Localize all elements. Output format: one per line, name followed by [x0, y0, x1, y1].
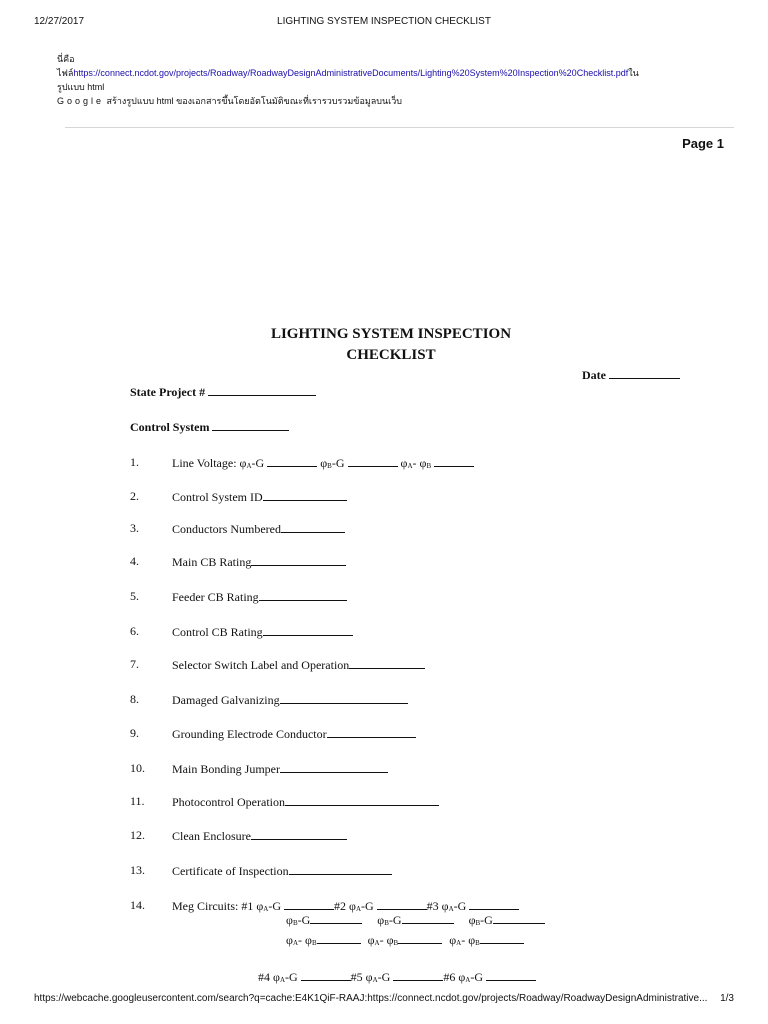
item-label: Photocontrol Operation	[172, 795, 285, 809]
item-label: Main CB Rating	[172, 555, 252, 569]
item-label: Certificate of Inspection	[172, 864, 289, 878]
item-number: 6.	[130, 624, 139, 638]
header-divider	[65, 127, 734, 128]
phase-a-ground-label: $\varphi_A-G$	[458, 970, 484, 984]
item-label: Clean Enclosure	[172, 829, 251, 843]
item-blank[interactable]	[263, 489, 347, 501]
item-blank[interactable]	[349, 657, 425, 669]
document-title-line1: LIGHTING SYSTEM INSPECTION	[270, 326, 512, 342]
circuit-5-a-ground-blank[interactable]	[393, 969, 443, 981]
item-blank[interactable]	[251, 828, 347, 840]
phase-b-ground-label: $\varphi_B-G$	[286, 913, 311, 927]
circuit-5-label: #5	[350, 970, 363, 984]
item-label: Conductors Numbered	[172, 522, 281, 536]
cache-notice-description: สร้างรูปแบบ html ของเอกสารขึ้นโดยอัตโนมัติขณะที่เรารวบรวมข้อมูลบนเว็บ	[106, 96, 402, 106]
circuit-4-label: #4	[258, 970, 270, 984]
phase-a-ground-label: $\varphi_A-G$	[365, 970, 391, 984]
item-label: Selector Switch Label and Operation	[172, 658, 350, 672]
line-voltage-a-b-blank[interactable]	[434, 455, 474, 467]
circuit-1-a-b-blank[interactable]	[317, 932, 361, 944]
state-project-blank[interactable]	[208, 384, 316, 396]
item-label: Control CB Rating	[172, 625, 263, 639]
item-number: 9.	[130, 726, 139, 740]
item-number: 11.	[130, 794, 145, 808]
circuit-3-label: #3	[426, 899, 439, 913]
item-label: Control System ID	[172, 490, 263, 504]
cache-notice-prefix: ไฟล์	[57, 68, 74, 78]
phase-a-b-label: $\varphi_A-$ $\varphi_B$	[449, 933, 480, 947]
item-number: 5.	[130, 589, 139, 603]
item-label: Meg Circuits:	[172, 899, 239, 913]
item-number: 7.	[130, 657, 139, 671]
date-blank[interactable]	[609, 367, 680, 379]
item-blank[interactable]	[263, 624, 353, 636]
circuit-2-b-ground-blank[interactable]	[402, 912, 454, 924]
phase-a-ground-label: $\varphi_A-G$	[441, 899, 467, 913]
item-number: 12.	[130, 828, 145, 842]
phase-a-b-label: $\varphi_A-$ $\varphi_B$	[286, 933, 317, 947]
item-number: 8.	[130, 692, 139, 706]
circuit-3-b-ground-blank[interactable]	[493, 912, 545, 924]
circuit-3-a-b-blank[interactable]	[480, 932, 524, 944]
cache-notice-line3: รูปแบบ html	[57, 82, 105, 92]
source-pdf-link[interactable]: https://connect.ncdot.gov/projects/Roadway/RoadwayDesignAdministrativeDocuments/Lighting%20System%20Inspection%20Checklist.pdf	[73, 68, 629, 78]
phase-a-ground-label: $\varphi_A-G$	[349, 899, 374, 913]
item-blank[interactable]	[280, 692, 408, 704]
circuit-2-a-b-blank[interactable]	[398, 932, 442, 944]
item-blank[interactable]	[259, 589, 347, 601]
item-blank[interactable]	[251, 554, 346, 566]
document-title-line2: CHECKLIST	[346, 347, 436, 363]
item-number: 4.	[130, 554, 139, 568]
item-number: 1.	[130, 455, 139, 469]
date-field	[582, 367, 680, 383]
state-project-label: State Project #	[130, 385, 206, 399]
item-number: 14.	[130, 898, 145, 912]
circuit-2-label: #2	[334, 899, 346, 913]
phase-a-b-label: $\varphi_A-$ $\varphi_B$	[400, 456, 432, 470]
circuit-3-a-ground-blank[interactable]	[469, 898, 519, 910]
circuit-1-b-ground-blank[interactable]	[310, 912, 362, 924]
line-voltage-a-ground-blank[interactable]	[267, 455, 317, 467]
meg-circuits-b-ground-row	[286, 912, 545, 928]
print-footer	[34, 993, 734, 1007]
item-label: Damaged Galvanizing	[172, 693, 280, 707]
date-label: Date	[582, 368, 606, 382]
item-label: Line Voltage:	[172, 456, 237, 470]
phase-b-ground-label: $\varphi_B-G$	[377, 913, 402, 927]
item-blank[interactable]	[289, 863, 392, 875]
meg-circuits-a-b-row	[286, 932, 524, 948]
page-label: Page 1	[682, 136, 724, 151]
cache-notice	[57, 52, 737, 108]
phase-a-ground-label: $\varphi_A-G$	[273, 970, 298, 984]
line-voltage-b-ground-blank[interactable]	[348, 455, 398, 467]
page-count: 1/3	[720, 993, 734, 1004]
item-blank[interactable]	[280, 761, 388, 773]
control-system-blank[interactable]	[212, 419, 289, 431]
cache-notice-line2	[57, 66, 737, 80]
phase-a-b-label: $\varphi_A-$ $\varphi_B$	[367, 933, 399, 947]
phase-b-ground-label: $\varphi_B-G$	[468, 913, 493, 927]
cache-notice-line4	[57, 94, 737, 108]
item-blank[interactable]	[327, 726, 416, 738]
meg-circuits-second-row	[258, 969, 536, 985]
print-title: LIGHTING SYSTEM INSPECTION CHECKLIST	[277, 16, 491, 27]
state-project-field	[130, 384, 316, 400]
item-blank[interactable]	[285, 794, 439, 806]
item-blank[interactable]	[281, 521, 345, 533]
item-label: Grounding Electrode Conductor	[172, 727, 327, 741]
cache-notice-suffix: ใน	[628, 68, 639, 78]
control-system-field	[130, 419, 289, 435]
phase-a-ground-label: $\varphi_A-G$	[256, 899, 281, 913]
circuit-4-a-ground-blank[interactable]	[301, 969, 351, 981]
item-label: Feeder CB Rating	[172, 590, 259, 604]
item-number: 2.	[130, 489, 139, 503]
print-header	[34, 16, 734, 32]
item-number: 3.	[130, 521, 139, 535]
item-label: Main Bonding Jumper	[172, 762, 280, 776]
phase-a-ground-label: $\varphi_A-G$	[239, 456, 265, 470]
circuit-2-a-ground-blank[interactable]	[377, 898, 427, 910]
item-number: 10.	[130, 761, 145, 775]
print-date: 12/27/2017	[34, 16, 85, 27]
google-wordmark: Google	[57, 96, 105, 106]
control-system-label: Control System	[130, 420, 210, 434]
circuit-1-label: #1	[241, 899, 254, 913]
cache-url: https://webcache.googleusercontent.com/search?q=cache:E4K1QiF-RAAJ:https://connect.ncdot.gov/projects/Roadway/RoadwayDesignAdministrative...	[34, 993, 708, 1004]
circuit-6-a-ground-blank[interactable]	[486, 969, 536, 981]
circuit-1-a-ground-blank[interactable]	[284, 898, 334, 910]
phase-b-ground-label: $\varphi_B-G$	[320, 456, 345, 470]
cache-notice-line1: นี่คือ	[57, 54, 75, 64]
circuit-6-label: #6	[443, 970, 456, 984]
item-number: 13.	[130, 863, 145, 877]
